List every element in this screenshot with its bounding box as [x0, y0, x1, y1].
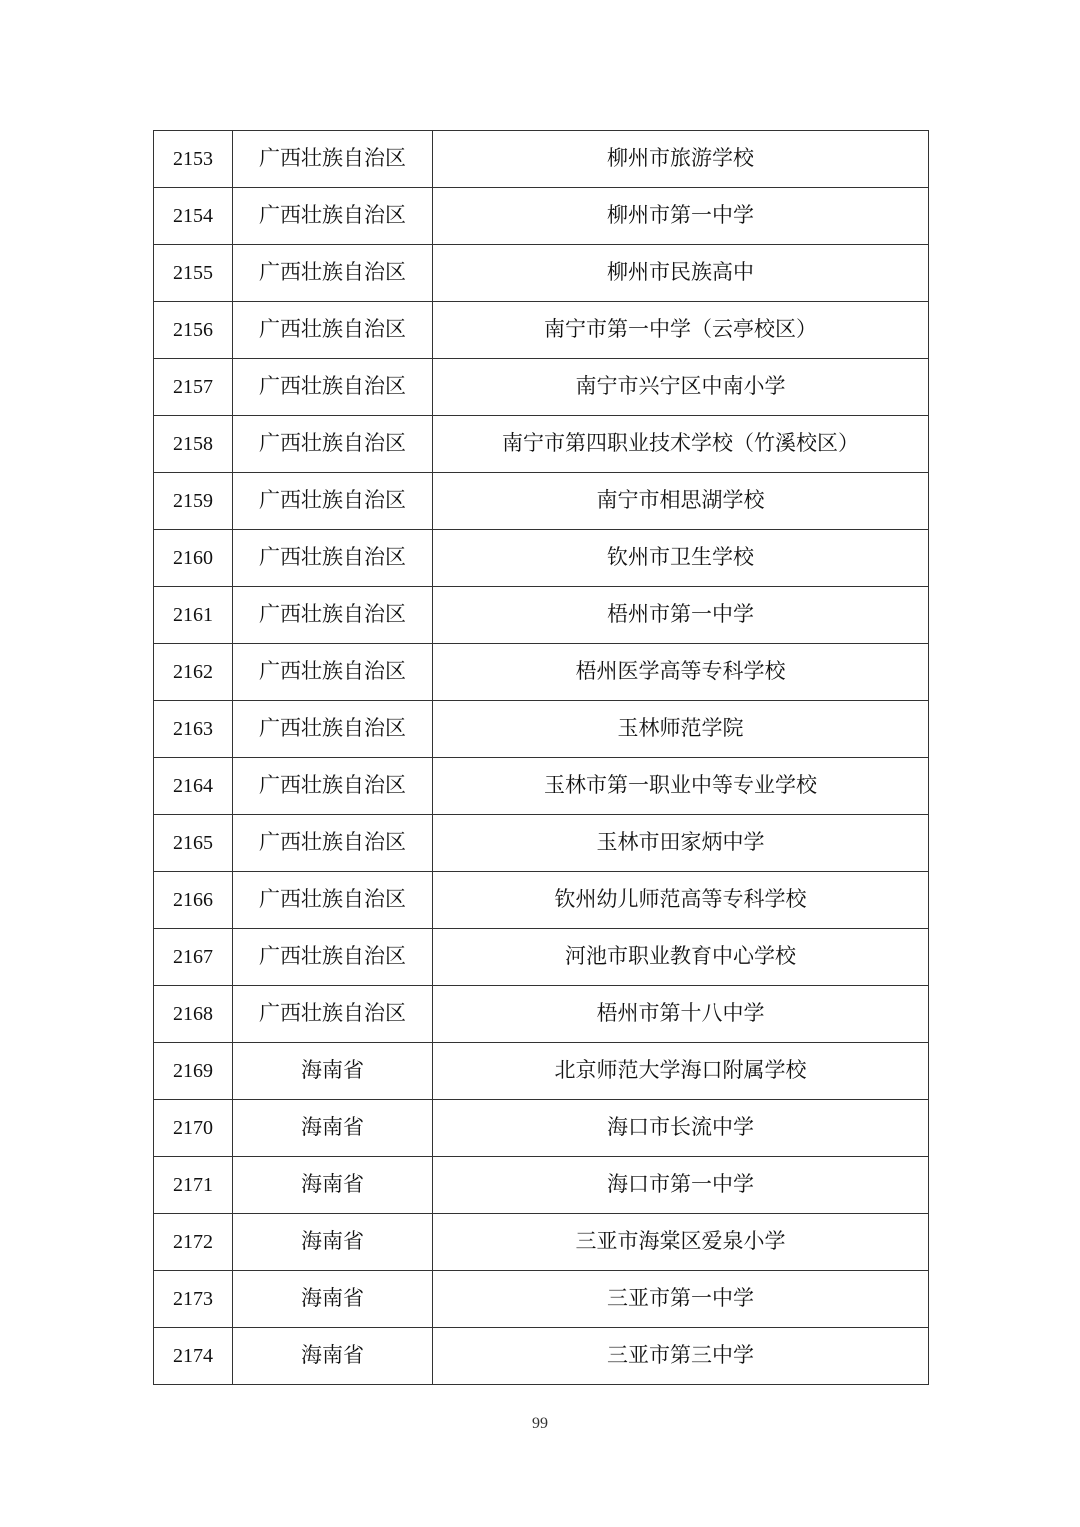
table-row — [154, 359, 929, 416]
region-cell: 广西壮族自治区 — [233, 872, 433, 929]
school-name-cell: 南宁市第一中学（云亭校区） — [433, 302, 929, 359]
region-cell: 广西壮族自治区 — [233, 302, 433, 359]
school-name-cell: 三亚市海棠区爱泉小学 — [433, 1214, 929, 1271]
row-number-cell: 2158 — [154, 416, 233, 473]
table-row — [154, 1271, 929, 1328]
row-number-cell: 2153 — [154, 131, 233, 188]
row-number-cell: 2161 — [154, 587, 233, 644]
region-cell: 广西壮族自治区 — [233, 758, 433, 815]
row-number-cell: 2171 — [154, 1157, 233, 1214]
school-name-cell: 南宁市相思湖学校 — [433, 473, 929, 530]
school-name-cell: 三亚市第一中学 — [433, 1271, 929, 1328]
school-name-cell: 梧州市第一中学 — [433, 587, 929, 644]
region-cell: 海南省 — [233, 1043, 433, 1100]
region-cell: 广西壮族自治区 — [233, 473, 433, 530]
row-number-cell: 2172 — [154, 1214, 233, 1271]
school-name-cell: 柳州市第一中学 — [433, 188, 929, 245]
region-cell: 广西壮族自治区 — [233, 929, 433, 986]
table-row — [154, 530, 929, 587]
table-row — [154, 416, 929, 473]
school-name-cell: 梧州医学高等专科学校 — [433, 644, 929, 701]
school-name-cell: 北京师范大学海口附属学校 — [433, 1043, 929, 1100]
row-number-cell: 2163 — [154, 701, 233, 758]
row-number-cell: 2156 — [154, 302, 233, 359]
table-row — [154, 644, 929, 701]
region-cell: 广西壮族自治区 — [233, 986, 433, 1043]
region-cell: 广西壮族自治区 — [233, 644, 433, 701]
row-number-cell: 2166 — [154, 872, 233, 929]
table-row — [154, 188, 929, 245]
table-row — [154, 701, 929, 758]
school-name-cell: 柳州市旅游学校 — [433, 131, 929, 188]
table-row — [154, 1043, 929, 1100]
table-row — [154, 1157, 929, 1214]
row-number-cell: 2154 — [154, 188, 233, 245]
table-row — [154, 1328, 929, 1385]
table-row — [154, 302, 929, 359]
school-name-cell: 南宁市第四职业技术学校（竹溪校区） — [433, 416, 929, 473]
row-number-cell: 2167 — [154, 929, 233, 986]
region-cell: 广西壮族自治区 — [233, 245, 433, 302]
region-cell: 广西壮族自治区 — [233, 701, 433, 758]
school-name-cell: 海口市长流中学 — [433, 1100, 929, 1157]
school-name-cell: 三亚市第三中学 — [433, 1328, 929, 1385]
region-cell: 海南省 — [233, 1328, 433, 1385]
table-row — [154, 587, 929, 644]
row-number-cell: 2155 — [154, 245, 233, 302]
row-number-cell: 2160 — [154, 530, 233, 587]
page-number: 99 — [532, 1415, 548, 1432]
region-cell: 海南省 — [233, 1157, 433, 1214]
table-row — [154, 1100, 929, 1157]
table-row — [154, 245, 929, 302]
region-cell: 广西壮族自治区 — [233, 815, 433, 872]
table-row — [154, 1214, 929, 1271]
row-number-cell: 2157 — [154, 359, 233, 416]
region-cell: 广西壮族自治区 — [233, 359, 433, 416]
table-row — [154, 929, 929, 986]
region-cell: 广西壮族自治区 — [233, 530, 433, 587]
row-number-cell: 2162 — [154, 644, 233, 701]
table-row — [154, 872, 929, 929]
school-name-cell: 玉林师范学院 — [433, 701, 929, 758]
table-row — [154, 473, 929, 530]
table-row — [154, 758, 929, 815]
school-name-cell: 钦州幼儿师范高等专科学校 — [433, 872, 929, 929]
table-row — [154, 986, 929, 1043]
school-name-cell: 南宁市兴宁区中南小学 — [433, 359, 929, 416]
region-cell: 广西壮族自治区 — [233, 131, 433, 188]
table-row — [154, 131, 929, 188]
school-name-cell: 柳州市民族高中 — [433, 245, 929, 302]
school-name-cell: 玉林市田家炳中学 — [433, 815, 929, 872]
region-cell: 海南省 — [233, 1214, 433, 1271]
region-cell: 广西壮族自治区 — [233, 188, 433, 245]
region-cell: 广西壮族自治区 — [233, 416, 433, 473]
school-name-cell: 河池市职业教育中心学校 — [433, 929, 929, 986]
row-number-cell: 2168 — [154, 986, 233, 1043]
row-number-cell: 2169 — [154, 1043, 233, 1100]
region-cell: 广西壮族自治区 — [233, 587, 433, 644]
school-name-cell: 玉林市第一职业中等专业学校 — [433, 758, 929, 815]
row-number-cell: 2159 — [154, 473, 233, 530]
table-row — [154, 815, 929, 872]
row-number-cell: 2174 — [154, 1328, 233, 1385]
row-number-cell: 2170 — [154, 1100, 233, 1157]
row-number-cell: 2165 — [154, 815, 233, 872]
table-body — [154, 131, 929, 1385]
school-list-table — [153, 130, 929, 1385]
school-name-cell: 海口市第一中学 — [433, 1157, 929, 1214]
region-cell: 海南省 — [233, 1271, 433, 1328]
row-number-cell: 2173 — [154, 1271, 233, 1328]
school-name-cell: 梧州市第十八中学 — [433, 986, 929, 1043]
region-cell: 海南省 — [233, 1100, 433, 1157]
row-number-cell: 2164 — [154, 758, 233, 815]
school-name-cell: 钦州市卫生学校 — [433, 530, 929, 587]
